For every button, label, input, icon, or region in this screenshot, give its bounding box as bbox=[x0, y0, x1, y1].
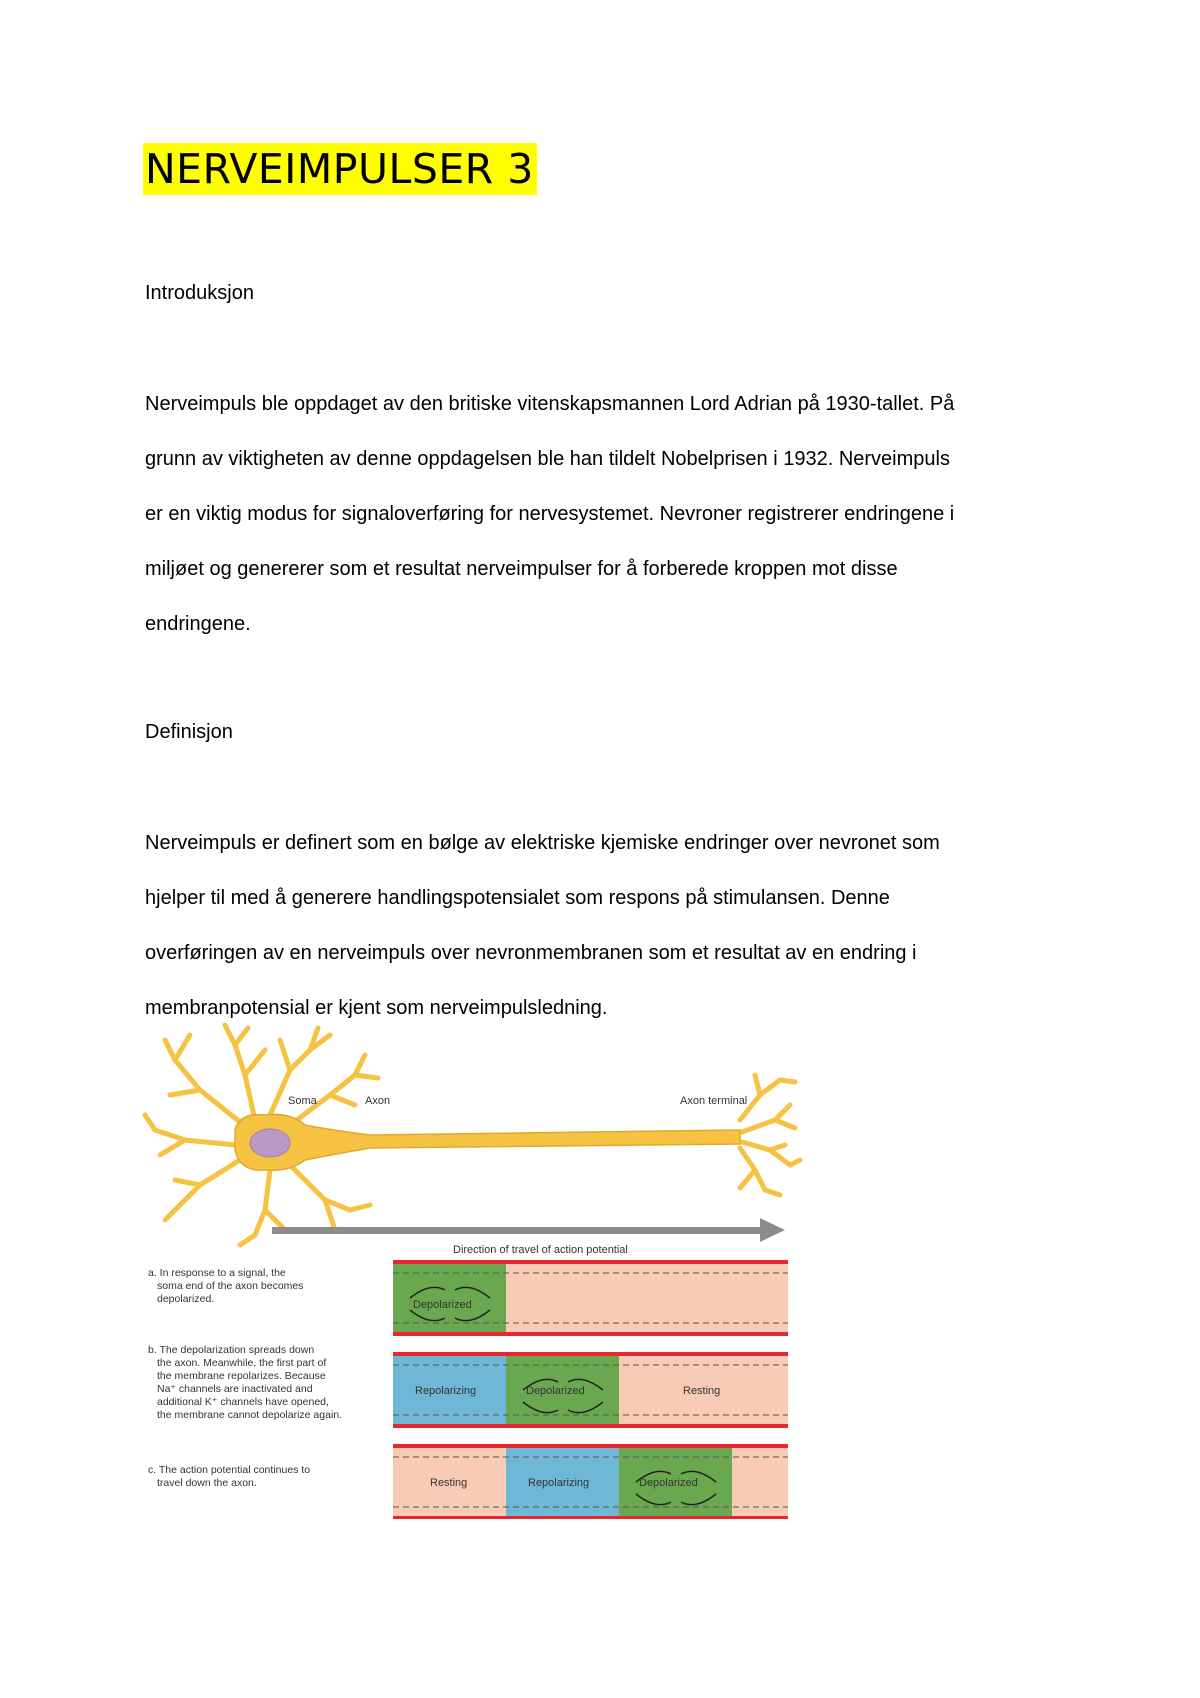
text-line: Nerveimpuls er definert som en bølge av elektriske kjemiske endringer over nevronet som bbox=[145, 832, 940, 854]
neuron-illustration bbox=[145, 1025, 800, 1245]
text-line: hjelper til med å generere handlingspotensialet som respons på stimulansen. Denne bbox=[145, 887, 890, 909]
axon-segment-row-b bbox=[393, 1352, 788, 1428]
axon-segment-row-a bbox=[393, 1260, 788, 1336]
zone-label-resting: Resting bbox=[683, 1385, 721, 1397]
zone-label-resting: Resting bbox=[430, 1477, 468, 1489]
text-line: membranpotensial er kjent som nerveimpulsledning. bbox=[145, 997, 608, 1019]
paragraph-definition bbox=[145, 816, 1075, 1036]
soma-label: Soma bbox=[288, 1095, 317, 1107]
caption-line: the membrane repolarizes. Because bbox=[157, 1370, 326, 1382]
text-line: miljøet og genererer som et resultat nerveimpulser for å forberede kroppen mot disse bbox=[145, 558, 898, 580]
caption-line: additional K⁺ channels have opened, bbox=[157, 1396, 329, 1408]
zone-label-repolarizing: Repolarizing bbox=[528, 1477, 590, 1489]
axon-label: Axon bbox=[365, 1095, 391, 1107]
section-heading-introduction: Introduksjon bbox=[145, 282, 254, 304]
paragraph-introduction bbox=[145, 377, 1075, 652]
zone-label-depolarized: Depolarized bbox=[526, 1385, 585, 1397]
text-line: Nerveimpuls ble oppdaget av den britiske vitenskapsmannen Lord Adrian på 1930-tallet. På bbox=[145, 393, 955, 415]
figure-svg bbox=[140, 1020, 860, 1520]
zone-label-repolarizing: Repolarizing bbox=[415, 1385, 477, 1397]
axon-segment-row-c bbox=[393, 1444, 788, 1519]
caption-line: travel down the axon. bbox=[157, 1477, 257, 1489]
zone-label-depolarized: Depolarized bbox=[413, 1299, 472, 1311]
zone-label-depolarized: Depolarized bbox=[639, 1477, 698, 1489]
caption-line: b. The depolarization spreads down bbox=[148, 1344, 315, 1356]
text-line: grunn av viktigheten av denne oppdagelsen ble han tildelt Nobelprisen i 1932. Nerveimpuls bbox=[145, 448, 950, 470]
action-potential-figure bbox=[140, 1020, 860, 1520]
direction-arrow-icon bbox=[272, 1218, 785, 1242]
section-heading-definition: Definisjon bbox=[145, 721, 233, 743]
document-title: NERVEIMPULSER 3 bbox=[143, 143, 537, 195]
text-line: overføringen av en nerveimpuls over nevronmembranen som et resultat av en endring i bbox=[145, 942, 917, 964]
caption-line: the axon. Meanwhile, the first part of bbox=[157, 1357, 327, 1369]
caption-line: c. The action potential continues to bbox=[148, 1464, 311, 1476]
axon-terminal-label: Axon terminal bbox=[680, 1095, 748, 1107]
caption-line: a. In response to a signal, the bbox=[148, 1267, 286, 1279]
text-line: endringene. bbox=[145, 613, 251, 635]
row-captions bbox=[148, 1267, 342, 1489]
caption-line: depolarized. bbox=[157, 1293, 215, 1305]
direction-label: Direction of travel of action potential bbox=[453, 1244, 628, 1256]
caption-line: soma end of the axon becomes bbox=[157, 1280, 304, 1292]
text-line: er en viktig modus for signaloverføring for nervesystemet. Nevroner registrerer endringene i bbox=[145, 503, 955, 525]
caption-line: Na⁺ channels are inactivated and bbox=[157, 1383, 313, 1395]
caption-line: the membrane cannot depolarize again. bbox=[157, 1409, 343, 1421]
